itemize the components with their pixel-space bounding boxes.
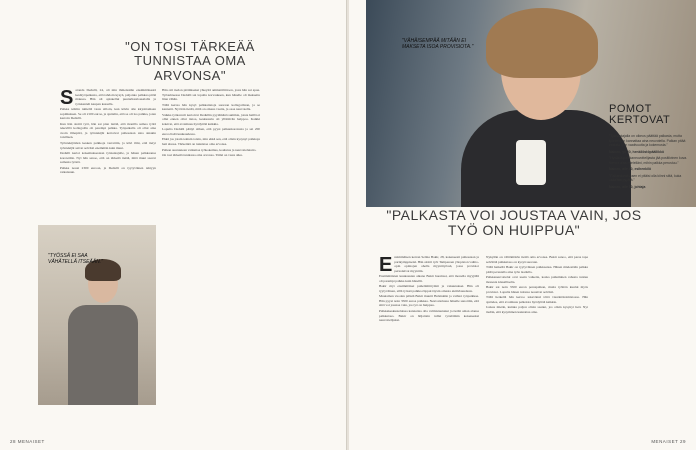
figure-body bbox=[68, 305, 138, 405]
paragraph: Palkan suuruuteen vaikuttaa työkokemus, koulutus ja neuvottelutaito. bbox=[162, 147, 257, 152]
coffee-cup bbox=[516, 140, 546, 185]
paragraph: Bakir sai noin 3500 euron peruspalkan, mutta työhön kuului myös provisiot. Lopulta hänen tulonsa nousivat selvästi. bbox=[486, 285, 588, 294]
left-page bbox=[0, 0, 347, 450]
paragraph: Muutaman vuoden päästä Bakir muutti Helsinkiin ja vaihtoi työpaikkaa. Hän pyysi noin 3500 euroa palkkaa. Neuvottelussa hänelle sanottiin, että siitä voi joustaa vain, jos työ on huippua. bbox=[379, 294, 479, 308]
article-column bbox=[162, 88, 260, 220]
paragraph: Tällä kertaa hän kysyi palkkatietoja suoraan kollegoiltaan, ja se kannatti. Nyt hän tietää, mitä on oikeus vaatia, ja osaa neuvotella. bbox=[162, 102, 260, 112]
paragraph: Tällä hetkellä Bakir on tyytyväinen palkkaansa. Hänen mielestään palkka pitää perustella aina työn laadulla. bbox=[486, 265, 588, 274]
drop-cap: S bbox=[60, 88, 74, 109]
sidebar-quote: "Hyvästä palkkaneuvottelijasta jää positiivinen kuva. Kerron aina mielelläni, mihin palkka perustuu." bbox=[609, 156, 688, 165]
sidebar-attribution: Nainen, alle 50, johtaja bbox=[609, 184, 646, 189]
paragraph: Hän otti tiedon pitämiseksi yhteyttä ammattiliittoon, josta hän sai apua. Työsuhteessa Dedulli sai lopulta korvauksen, kun hänelle oli maksettu liian vähän. bbox=[162, 88, 260, 102]
folio: 28 MENAISET bbox=[10, 439, 45, 444]
photo-caption: "VÄHÄISEMPÄÄ MITÄÄN EI MAKSETA ISOA PROVISIOTA." bbox=[402, 38, 474, 50]
article-column bbox=[486, 255, 588, 435]
paragraph: aranda Dedulli, 24, oli niin ihmeissään ensimmäisestä kesätyöpaikasta, että tahdoin kysyä, paljonko palkkaa pitää maksaa. Hän oli opiskellut puutarhatalousalalla ja työskenteli kaupan kassalla. bbox=[75, 88, 156, 106]
sidebar-quote: "Palkankorotuksen ei pitäisi olla kiinni siitä, kuka uskaltaa pyytää." bbox=[609, 173, 682, 182]
paragraph: Vaikka työkaverit kertoivat Dedullin pyytämänä summia, joista heillä ei ollut ennen ollut tietoa, keskustelu oli yllättävän helppoa. Kaikki kokivat, että avoimuus hyödyttää kaikkia. bbox=[162, 112, 260, 126]
article-column bbox=[379, 255, 479, 435]
photo-caption: "TYÖSSÄ EI SAA VÄHÄTELLÄ ITSEÄÄN." bbox=[48, 253, 103, 265]
paragraph: Palkka nousi 2300 euroon, ja Dedulli on tyytyväinen tehtyyn ratkaisuun. bbox=[60, 165, 156, 175]
sidebar-attribution: Nainen, alle 40, esihenkilö bbox=[609, 167, 652, 171]
sidebar bbox=[609, 104, 691, 191]
paragraph: Bakir myi ensimmäiset puhelinliittymät ja vakuutukset. Hän oli tyytyväinen, sillä työssä palkka riippui täysin omasta aktiivisuudesta. bbox=[379, 284, 479, 293]
paragraph: Tällä hetkellä hän kertoo tekevänsä töitä viestintätoimistossa. Hän ajattelee, että avoimuus palkoista hyödyttää kaikkia. bbox=[486, 295, 588, 304]
paragraph: Ensimmäisten kuukausien aikana Bakir huomasi, että monella myyjällä oli parempi palkka kuin hänellä. bbox=[379, 274, 479, 283]
folio: MENAISET 29 bbox=[651, 439, 686, 444]
paragraph: Työntekijöiden kesken palkkoja verrattiin, ja kävi ilmi, että tietyt työntekijät saivat selvästi enemmän kuin muut. bbox=[60, 141, 156, 150]
right-page bbox=[349, 0, 696, 450]
paragraph: Palkka tehtiin nimellä vasta silloin, kun kävin alle kirjoittamaan sopimuksen. Se oli 2100 euroa, ja ajattelin, että se oli iso palkka, joten kerroin Dedulli. bbox=[60, 107, 156, 121]
paragraph: Ehkä jos jotain tekisin toisin, niin ehkä sen, että olisin kysynyt palkkoja heti alussa. Tärkeintä on tunnistaa oma arvonsa. bbox=[162, 137, 260, 147]
paragraph: Lopulta Dedulli päätyi siihen, että pyysi palkankorotusta ja sai 200 euroa lisää kuukaudessa. bbox=[162, 127, 260, 136]
paragraph: nsimmäisen kerran Selina Bakir, 28, kokeneesti palkastaan ja parikymppisenä. Hän aloitti työt Tampereen yliopiston vaihto-opin opintojen ohella myyntityössä, jossa provisiot perustuivat myyntiin. bbox=[394, 255, 479, 273]
pull-quote: "PALKASTA VOI JOUSTAA VAIN, JOS TYÖ ON HUIPPUA" bbox=[386, 207, 642, 239]
paragraph: Joskus mietin, kuinka paljon olisin saanut, jos olisin kysynyt heti. Nyt tiedän, että kysyminen kannattaa aina. bbox=[486, 305, 588, 315]
sidebar-quote: "Työnantajalla on oikeus päättää palkasta, mutta työntekijän kannattaa aina neuvotella. Palkan pitää vastata työn vaativuutta ja kokemusta." bbox=[609, 134, 686, 147]
portrait-photo bbox=[38, 225, 156, 405]
sidebar-attribution: Nainen, yli 50, henkilöstöpäällikkö bbox=[609, 149, 665, 154]
pull-quote: "ON TOSI TÄRKEÄÄ TUNNISTAA OMA ARVONSA" bbox=[125, 39, 255, 83]
paragraph: Nykyään on välttämätön tietää oma arvonsa. Bakir sanoo, että paras tapa selvittää palkkataso on kysyä suoraan. bbox=[486, 255, 588, 264]
paragraph: Kun hän aloitti työt, hän sai pian tietää, että monilla samaa työtä tekevillä kollegoilla oli parempi palkka. Työpaikalla oli ollut aina avoin ilmapiiri, ja työntekijät kertoivat palkastaan aina ainakin toisilleen. bbox=[60, 121, 156, 140]
figure-hair bbox=[486, 8, 598, 78]
paragraph: Palkkaneuvottelut ovat usein vaikeita, koska puhuminen rahasta tuntuu monesta kiusalliselta. bbox=[486, 275, 588, 284]
article-column bbox=[60, 88, 156, 220]
sidebar-text bbox=[609, 134, 691, 189]
figure-body bbox=[461, 110, 631, 207]
paragraph: On tosi tärkeää tunnistaa oma arvonsa. Tämä on vasta alku. bbox=[162, 153, 243, 158]
paragraph: Palkkakeskusteluissa kannattaa olla valmistautunut ja tietää oman alansa palkkataso. Bakir on hiljattain tullut työelämän kokeneeksi neuvottelijaksi. bbox=[379, 309, 479, 323]
drop-cap: E bbox=[379, 255, 393, 276]
paragraph: Dedulli kertoi kokemuksestaan työnantajalle, ja hänen palkkaansa korotettiin. Nyt hän sanoo, että on tärkeää tietää, mitä muut saavat samasta työstä. bbox=[60, 151, 156, 165]
sidebar-title: POMOT KERTOVAT bbox=[609, 103, 671, 126]
